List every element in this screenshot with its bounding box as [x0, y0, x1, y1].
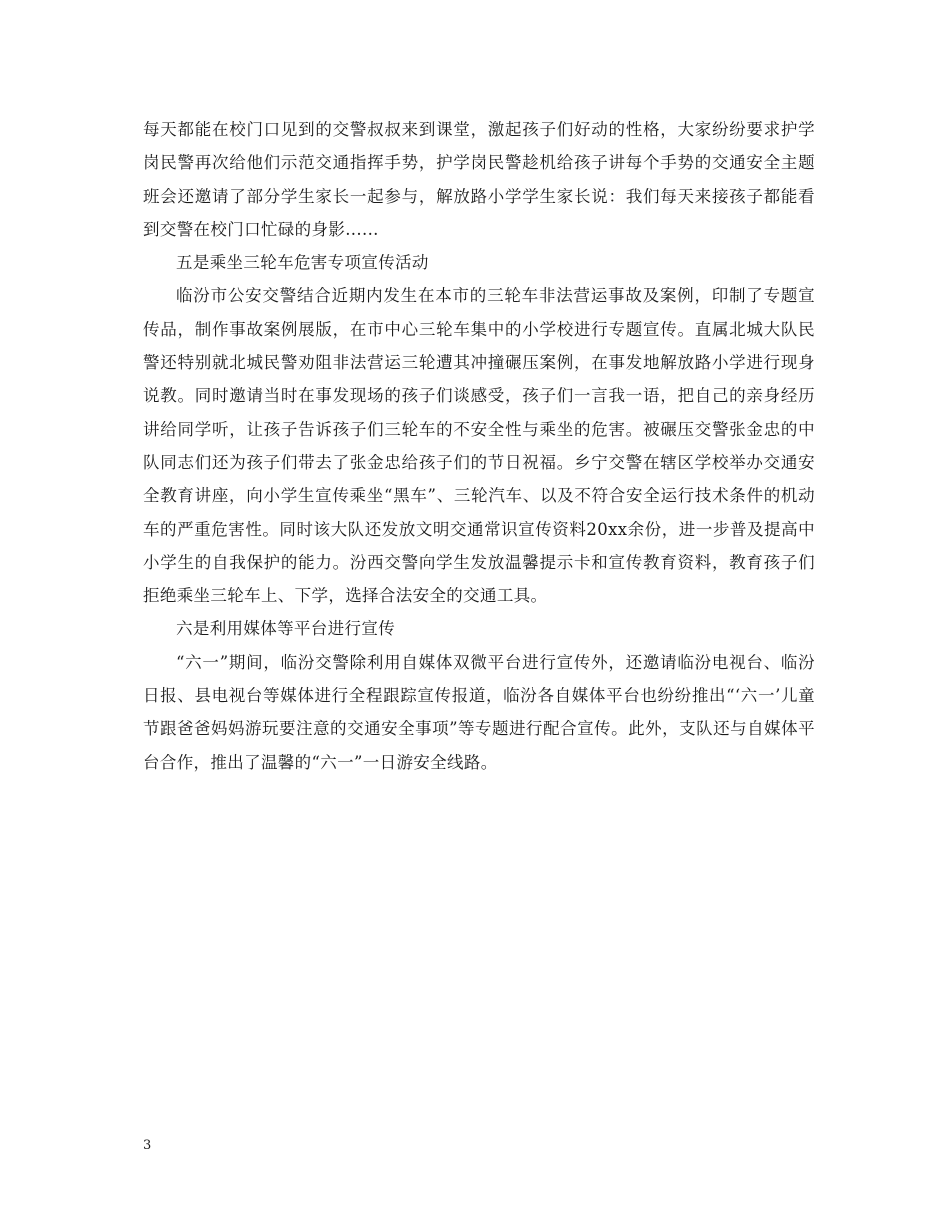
page-number: 3: [143, 1138, 152, 1153]
paragraph-school-gate: 每天都能在校门口见到的交警叔叔来到课堂，激起孩子们好动的性格，大家纷纷要求护学岗民警再次给他们示范交通指挥手势，护学岗民警趁机给孩子讲每个手势的交通安全主题班会还邀请了部分学生家长一起参与，解放路小学学生家长说：我们每天来接孩子都能看到交警在校门口忙碌的身影......: [143, 120, 815, 239]
paragraph-media-campaign: “六一”期间，临汾交警除利用自媒体双微平台进行宣传外，还邀请临汾电视台、临汾日报、县电视台等媒体进行全程跟踪宣传报道，临汾各自媒体平台也纷纷推出“‘六一’儿童节跟爸爸妈妈游玩要注意的交通安全事项”等专题进行配合宣传。此外，支队还与自媒体平台合作，推出了温馨的“六一”一日游安全线路。: [143, 652, 815, 772]
document-body: [143, 113, 815, 779]
paragraph-tricycle-campaign: 临汾市公安交警结合近期内发生在本市的三轮车非法营运事故及案例，印制了专题宣传品，制作事故案例展版，在市中心三轮车集中的小学校进行专题宣传。直属北城大队民警还特别就北城民警劝阻非法营运三轮遭其冲撞碾压案例，在事发地解放路小学进行现身说教。同时邀请当时在事发现场的孩子们谈感受，孩子们一言我一语，把自己的亲身经历讲给同学听，让孩子告诉孩子们三轮车的不安全性与乘坐的危害。被碾压交警张金忠的中队同志们还为孩子们带去了张金忠给孩子们的节日祝福。乡宁交警在辖区学校举办交通安全教育讲座，向小学生宣传乘坐“黑车”、三轮汽车、以及不符合安全运行技术条件的机动车的严重危害性。同时该大队还发放文明交通常识宣传资料20xx余份，进一步普及提高中小学生的自我保护的能力。汾西交警向学生发放温馨提示卡和宣传教育资料，教育孩子们拒绝乘坐三轮车上、下学，选择合法安全的交通工具。: [143, 286, 815, 606]
heading-media-campaign: 六是利用媒体等平台进行宣传: [176, 619, 396, 639]
heading-tricycle-campaign: 五是乘坐三轮车危害专项宣传活动: [176, 253, 429, 273]
